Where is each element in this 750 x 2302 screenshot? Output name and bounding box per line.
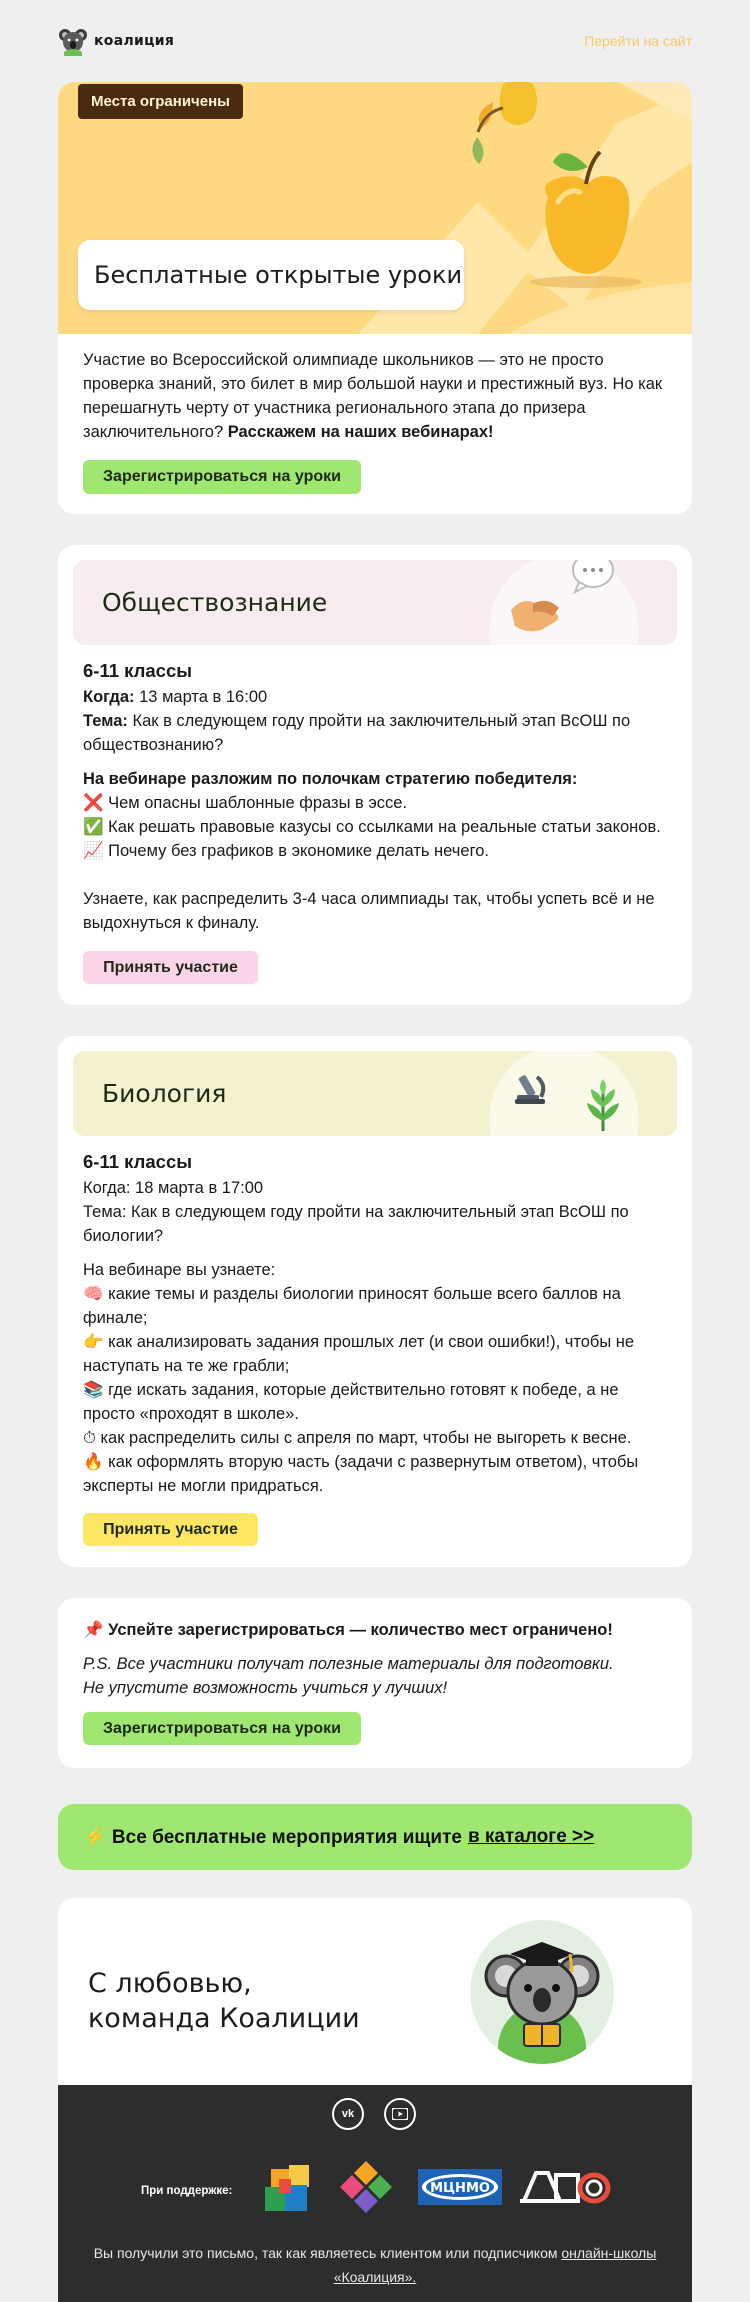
vk-icon[interactable] — [332, 2098, 364, 2130]
social-studies-title: Обществознание — [102, 588, 328, 617]
signoff-text — [88, 1966, 360, 2036]
social-studies-when — [83, 685, 673, 709]
support-label: При поддержке: — [141, 2185, 233, 2197]
hero-card — [58, 82, 692, 514]
biology-grade: 6-11 классы — [83, 1151, 193, 1172]
reminder-body — [83, 1618, 673, 1700]
microscope-icon — [503, 1051, 663, 1136]
footer-note-text: Вы получили это письмо, так как являетесь клиентом или подписчиком — [93, 2245, 562, 2261]
hero-banner — [58, 82, 692, 334]
signoff-card — [58, 1898, 692, 2302]
partner-logo-mcnmo — [418, 2169, 502, 2205]
hero-intro-text: Участие во Всероссийской олимпиаде школьников — это не просто проверка знаний, это билет в мир большой науки и престижный вуз. Но как перешагнуть черту от участника регионального этапа до призера заключительного? — [83, 351, 663, 441]
hero-title-box — [78, 240, 464, 310]
koala-logo-icon — [58, 26, 88, 56]
when-label: Когда: — [83, 688, 135, 706]
mcnmo-text: МЦНМО — [430, 2181, 490, 2196]
footer-note — [78, 2241, 672, 2289]
biology-join-button[interactable]: Принять участие — [83, 1513, 258, 1546]
biology-topic: Тема: Как в следующем году пройти на заключительный этап ВсОШ по биологии? — [83, 1203, 629, 1245]
list-item: ❌ Чем опасны шаблонные фразы в эссе. — [83, 794, 408, 812]
register-button-bottom[interactable]: Зарегистрироваться на уроки — [83, 1712, 361, 1745]
school-link-2[interactable]: «Коалиция». — [333, 2269, 417, 2285]
social-studies-join-button[interactable]: Принять участие — [83, 951, 258, 984]
list-item: ✅ Как решать правовые казусы со ссылками на реальные статьи законов. — [83, 818, 661, 836]
topic-label: Тема: — [83, 712, 128, 730]
handshake-icon — [503, 560, 663, 645]
reminder-card — [58, 1598, 692, 1768]
social-studies-header — [73, 560, 677, 645]
social-studies-outro: Узнаете, как распределить 3-4 часа олимпиады так, чтобы успеть всё и не выдохнуться к финалу. — [83, 890, 655, 932]
partner-logo-apo — [520, 2169, 612, 2205]
header — [58, 0, 692, 82]
social-studies-grade: 6-11 классы — [83, 660, 193, 681]
list-item: ⏱ как распределить силы с апреля по март, чтобы не выгореть к весне. — [83, 1429, 632, 1447]
plant-icon — [587, 1079, 619, 1131]
go-to-site-link[interactable]: Перейти на сайт — [584, 33, 692, 49]
vk-glyph: vk — [341, 2108, 355, 2120]
partner-logo-cube — [261, 2161, 317, 2215]
register-button[interactable]: Зарегистрироваться на уроки — [83, 460, 361, 494]
footer — [58, 2085, 692, 2302]
biology-body — [83, 1150, 673, 1498]
list-item: 🧠 какие темы и разделы биологии приносят больше всего баллов на финале; — [83, 1285, 621, 1327]
ps-line-2: Не упустите возможность учиться у лучших! — [83, 1679, 448, 1697]
social-studies-lead: На вебинаре разложим по полочкам стратегию победителя: — [83, 770, 578, 788]
social-studies-body — [83, 659, 673, 935]
brand-logo[interactable] — [58, 26, 174, 56]
social-studies-card — [58, 545, 692, 1005]
biology-card — [58, 1036, 692, 1567]
when-value: 13 марта в 16:00 — [134, 688, 268, 706]
list-item: 🔥 как оформлять вторую часть (задачи с развернутым ответом), чтобы эксперты не могли придраться. — [83, 1453, 639, 1495]
youtube-play-icon — [392, 2108, 408, 2120]
apple-icon — [518, 142, 658, 292]
signoff-line-2: команда Коалиции — [88, 2003, 360, 2034]
biology-lead: На вебинаре вы узнаете: — [83, 1261, 276, 1279]
youtube-icon[interactable] — [384, 2098, 416, 2130]
list-item: 👉 как анализировать задания прошлых лет (и свои ошибки!), чтобы не наступать на те же грабли; — [83, 1333, 635, 1375]
signoff-line-1: С любовью, — [88, 1968, 252, 1999]
partner-logo-flower — [338, 2159, 394, 2215]
ps-line-1: P.S. Все участники получат полезные материалы для подготовки. — [83, 1655, 614, 1673]
brand-name: коалиция — [94, 33, 175, 49]
school-link[interactable]: онлайн-школы — [561, 2245, 657, 2261]
koala-graduate-icon — [470, 1920, 614, 2064]
catalog-callout — [58, 1804, 692, 1870]
social-studies-topic — [83, 709, 673, 757]
biology-header — [73, 1051, 677, 1136]
catalog-text: ⚡ Все бесплатные мероприятия ищите — [83, 1827, 462, 1848]
limited-seats-badge: Места ограничены — [78, 84, 243, 119]
list-item: 📚 где искать задания, которые действительно готовят к победе, а не просто «проходят в школе». — [83, 1381, 619, 1423]
biology-title: Биология — [102, 1079, 227, 1108]
hero-intro — [83, 348, 668, 444]
topic-value: Как в следующем году пройти на заключительный этап ВсОШ по обществознанию? — [83, 712, 631, 754]
list-item: 📈 Почему без графиков в экономике делать нечего. — [83, 842, 489, 860]
catalog-link[interactable]: в каталоге >> — [467, 1826, 595, 1847]
hero-title: Бесплатные открытые уроки — [94, 261, 463, 289]
biology-when: Когда: 18 марта в 17:00 — [83, 1179, 264, 1197]
reminder-title: 📌 Успейте зарегистрироваться — количество мест ограничено! — [83, 1621, 613, 1639]
hero-intro-bold: Расскажем на наших вебинарах! — [227, 423, 494, 441]
koala-avatar — [470, 1920, 614, 2064]
